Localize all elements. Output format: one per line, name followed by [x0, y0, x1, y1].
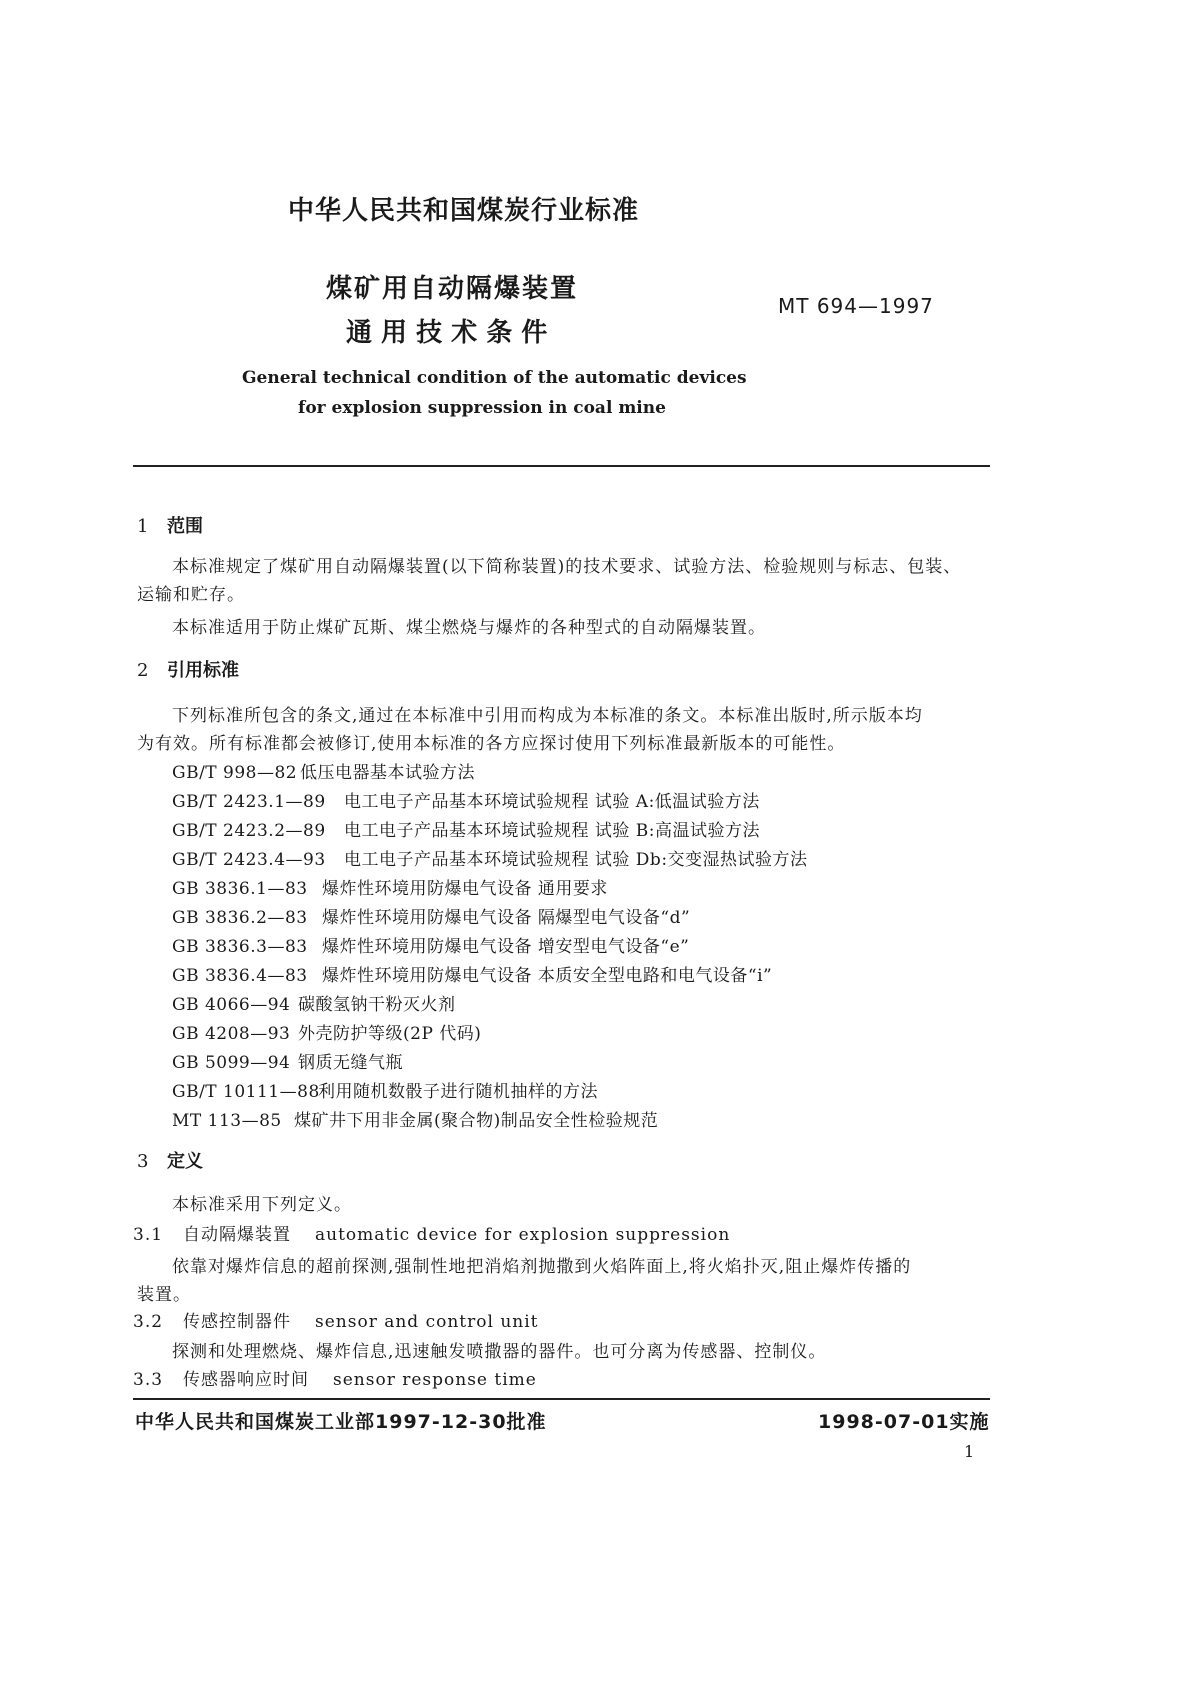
standard-number: MT 694—1997 [778, 294, 934, 318]
reference-code: GB 5099—94 [172, 1053, 291, 1073]
reference-item [172, 903, 690, 928]
title-line-2: 通 用 技 术 条 件 [346, 318, 548, 348]
footer-divider [133, 1398, 990, 1400]
reference-item [172, 932, 689, 957]
reference-code: MT 113—85 [172, 1111, 282, 1131]
reference-item [172, 1048, 403, 1073]
reference-code: GB 3836.1—83 [172, 879, 308, 899]
reference-item [172, 961, 772, 986]
paragraph: 本标准适用于防止煤矿瓦斯、煤尘燃烧与爆炸的各种型式的自动隔爆装置。 [172, 618, 766, 638]
reference-title: 碳酸氢钠干粉灭火剂 [298, 995, 456, 1015]
reference-item [172, 816, 760, 841]
definition-term: 传感控制器件 [183, 1312, 291, 1332]
reference-code: GB 3836.4—83 [172, 966, 308, 986]
paragraph: 下列标准所包含的条文,通过在本标准中引用而构成为本标准的条文。本标准出版时,所示版本均 [172, 706, 923, 726]
paragraph: 依靠对爆炸信息的超前探测,强制性地把消焰剂抛撒到火焰阵面上,将火焰扑灭,阻止爆炸传播的 [172, 1257, 912, 1277]
reference-code: GB/T 2423.4—93 [172, 850, 326, 870]
reference-title: 钢质无缝气瓶 [298, 1053, 403, 1073]
reference-item [172, 758, 475, 783]
section-3-heading [137, 1147, 203, 1173]
reference-code: GB 3836.2—83 [172, 908, 308, 928]
paragraph: 为有效。所有标准都会被修订,使用本标准的各方应探讨使用下列标准最新版本的可能性。 [137, 734, 846, 754]
reference-code: GB/T 2423.1—89 [172, 792, 326, 812]
definition-number: 3.1 [133, 1225, 164, 1245]
definition-3-2-heading [133, 1307, 539, 1332]
paragraph: 本标准规定了煤矿用自动隔爆装置(以下简称装置)的技术要求、试验方法、检验规则与标志、包装、 [172, 557, 962, 577]
definition-term: 传感器响应时间 [183, 1370, 309, 1390]
reference-title: 电工电子产品基本环境试验规程 试验 B:高温试验方法 [344, 821, 761, 841]
definition-term: 自动隔爆装置 [183, 1225, 291, 1245]
definition-term-en: sensor and control unit [315, 1312, 539, 1332]
reference-code: GB 4066—94 [172, 995, 291, 1015]
reference-title: 爆炸性环境用防爆电气设备 通用要求 [322, 879, 608, 899]
reference-code: GB/T 2423.2—89 [172, 821, 326, 841]
definition-number: 3.2 [133, 1312, 164, 1332]
definition-3-3-heading [133, 1365, 537, 1390]
paragraph: 探测和处理燃烧、爆炸信息,迅速触发喷撒器的器件。也可分离为传感器、控制仪。 [172, 1342, 827, 1362]
reference-title: 电工电子产品基本环境试验规程 试验 A:低温试验方法 [344, 792, 760, 812]
definition-term-en: sensor response time [333, 1370, 537, 1390]
reference-title: 电工电子产品基本环境试验规程 试验 Db:交变湿热试验方法 [344, 850, 808, 870]
section-title: 引用标准 [167, 660, 239, 681]
paragraph: 运输和贮存。 [137, 585, 245, 605]
reference-title: 外壳防护等级(2P 代码) [298, 1024, 482, 1044]
reference-item [172, 1077, 598, 1102]
reference-title: 爆炸性环境用防爆电气设备 增安型电气设备“e” [322, 937, 690, 957]
title-line-1: 煤矿用自动隔爆装置 [326, 274, 579, 304]
reference-code: GB/T 10111—88 [172, 1082, 320, 1102]
paragraph: 装置。 [137, 1285, 191, 1305]
paragraph: 本标准采用下列定义。 [172, 1195, 352, 1215]
section-number: 2 [137, 660, 149, 681]
reference-title: 利用随机数骰子进行随机抽样的方法 [318, 1082, 598, 1102]
english-title-line-2: for explosion suppression in coal mine [298, 398, 666, 418]
standard-category: 中华人民共和国煤炭行业标准 [288, 196, 640, 226]
section-number: 3 [137, 1151, 149, 1172]
reference-code: GB 3836.3—83 [172, 937, 308, 957]
definition-3-1-heading [133, 1220, 730, 1245]
reference-item [172, 990, 456, 1015]
reference-title: 低压电器基本试验方法 [300, 763, 475, 783]
reference-item [172, 1106, 658, 1131]
section-2-heading [137, 656, 239, 682]
english-title-line-1: General technical condition of the automatic devices [242, 368, 747, 388]
reference-code: GB 4208—93 [172, 1024, 291, 1044]
effective-date: 1998-07-01实施 [818, 1411, 990, 1433]
reference-title: 爆炸性环境用防爆电气设备 本质安全型电路和电气设备“i” [322, 966, 773, 986]
page-number: 1 [964, 1442, 975, 1461]
section-title: 范围 [167, 516, 203, 537]
reference-title: 爆炸性环境用防爆电气设备 隔爆型电气设备“d” [322, 908, 691, 928]
reference-code: GB/T 998—82 [172, 763, 298, 783]
section-number: 1 [137, 516, 149, 537]
reference-item [172, 874, 608, 899]
section-title: 定义 [167, 1151, 203, 1172]
section-1-heading [137, 512, 203, 538]
approval-line: 中华人民共和国煤炭工业部1997-12-30批准 [135, 1411, 547, 1433]
definition-term-en: automatic device for explosion suppression [315, 1225, 731, 1245]
definition-number: 3.3 [133, 1370, 164, 1390]
reference-item [172, 787, 760, 812]
header-divider [133, 465, 990, 467]
reference-item [172, 845, 808, 870]
reference-item [172, 1019, 481, 1044]
reference-title: 煤矿井下用非金属(聚合物)制品安全性检验规范 [294, 1111, 659, 1131]
